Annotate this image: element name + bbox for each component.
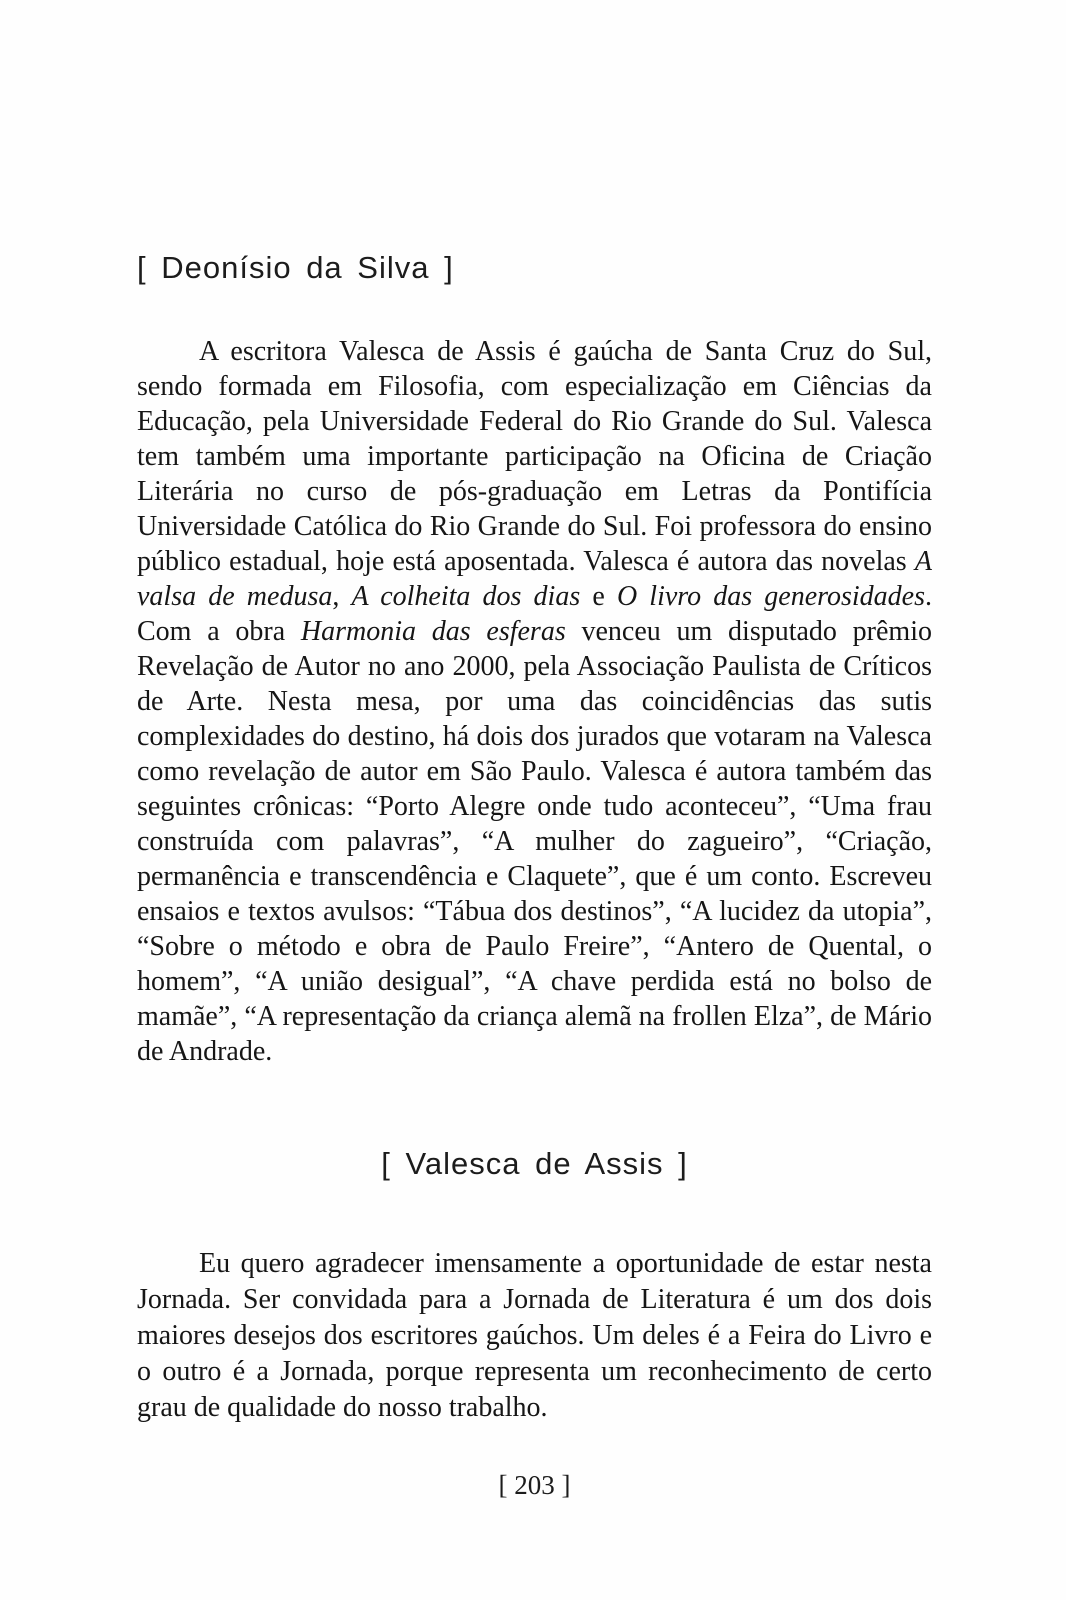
speaker-heading-deonisio-da-silva: [ Deonísio da Silva ]: [137, 250, 454, 285]
paragraph-deonisio-bio: A escritora Valesca de Assis é gaúcha de Santa Cruz do Sul, sendo formada em Filosofia, com especialização em Ciências da Educação, pela Universidade Federal do Rio Grande do Sul. Valesca tem também uma importante participação na Oficina de Criação Literária no curso de pós-graduação em Letras da Pontifícia Universidade Católica do Rio Grande do Sul. Foi professora do ensino público estadual, hoje está aposentada. Valesca é autora das novelas A valsa de medusa, A colheita dos dias e O livro das generosidades. Com a obra Harmonia das esferas venceu um disputado prêmio Revelação de Autor no ano 2000, pela Associação Paulista de Críticos de Arte. Nesta mesa, por uma das coincidências das sutis complexidades do destino, há dois dos jurados que votaram na Valesca como revelação de autor em São Paulo. Valesca é autora também das seguintes crônicas: “Porto Alegre onde tudo aconteceu”, “Uma frau construída com palavras”, “A mulher do zagueiro”, “Criação, permanência e transcendência e Claquete”, que é um conto. Escreveu ensaios e textos avulsos: “Tábua dos destinos”, “A lucidez da utopia”, “Sobre o método e obra de Paulo Freire”, “Antero de Quental, o homem”, “A união desigual”, “A chave perdida está no bolso de mamãe”, “A representação da criança alemã na frollen Elza”, de Mário de Andrade.: [137, 336, 932, 1067]
speaker-heading-valesca-de-assis: [ Valesca de Assis ]: [381, 1146, 688, 1181]
paragraph-valesca-speech: Eu quero agradecer imensamente a oportunidade de estar nesta Jornada. Ser convidada para a Jornada de Literatura é um dos dois maiores desejos dos escritores gaúchos. Um deles é a Feira do Livro e o outro é a Jornada, porque representa um reconhecimento de certo grau de qualidade do nosso trabalho.: [137, 1248, 932, 1423]
page-number: [ 203 ]: [498, 1470, 571, 1500]
